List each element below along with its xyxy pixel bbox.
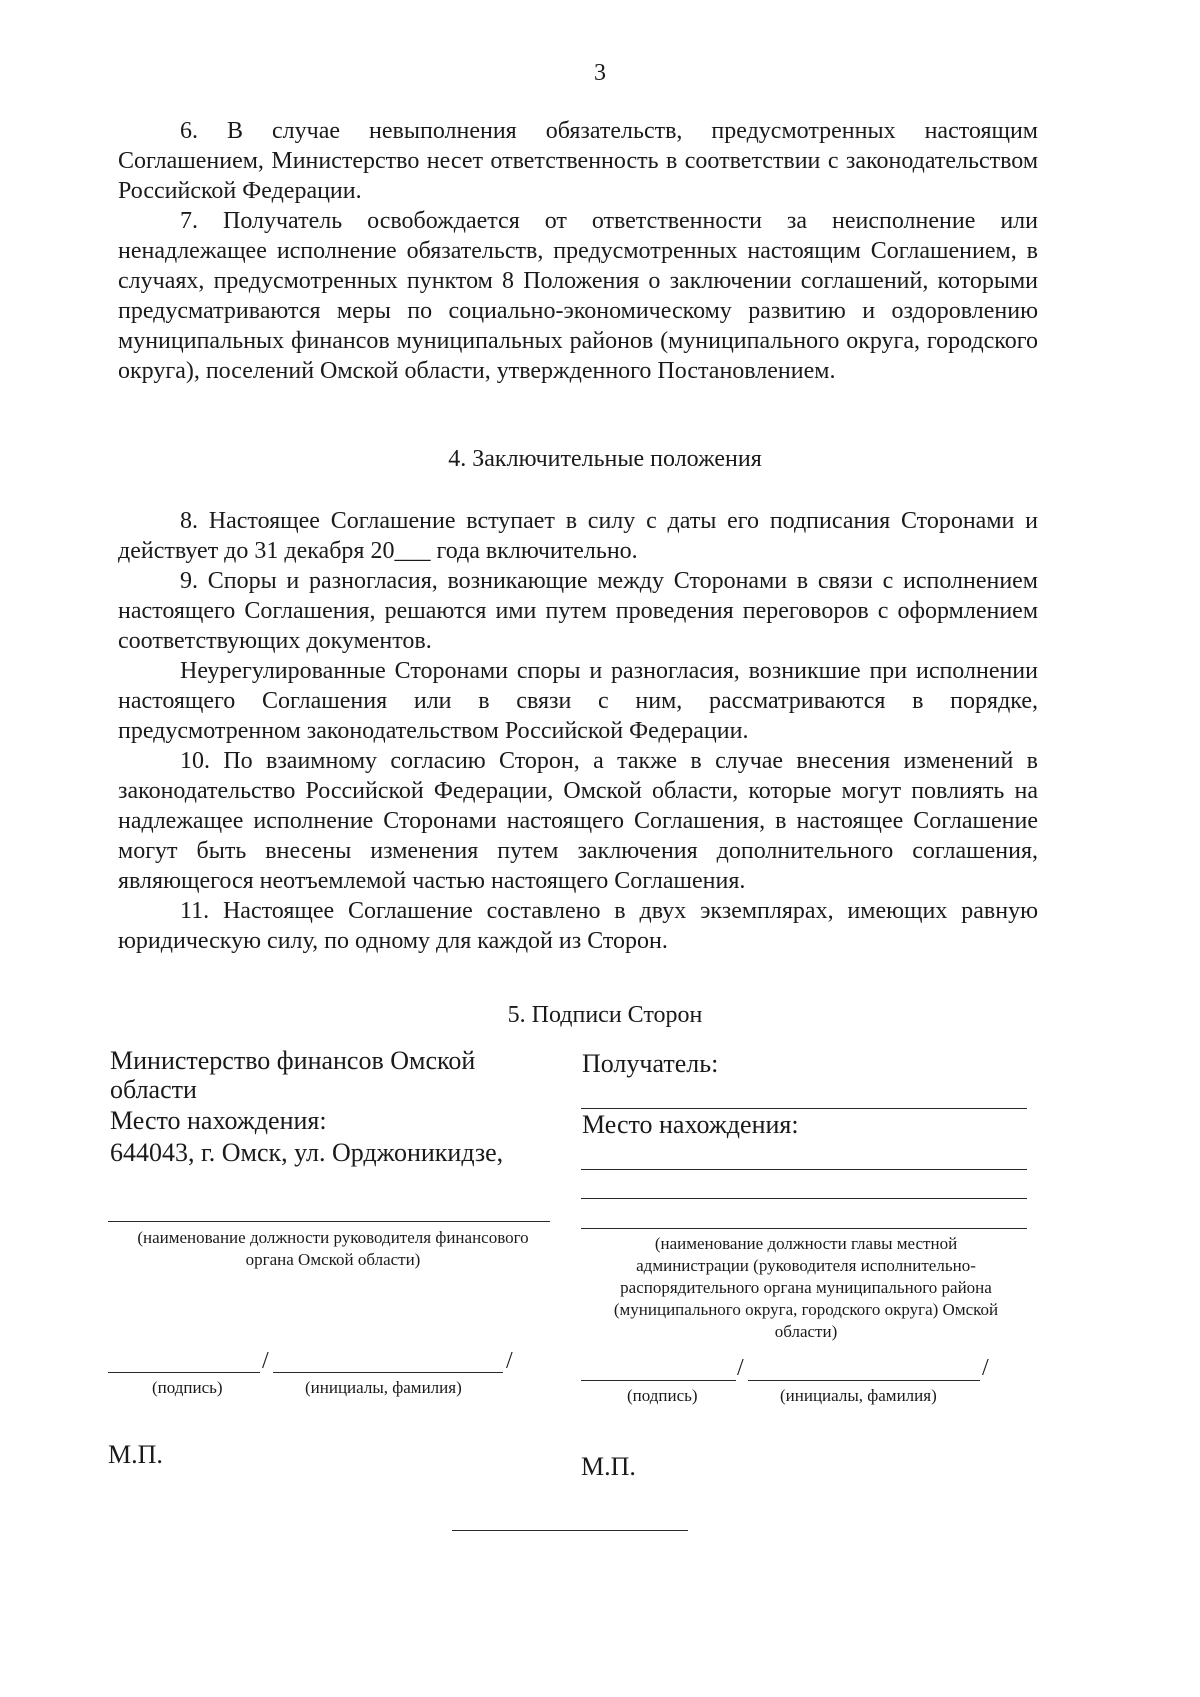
clause-9-continued: Неурегулированные Сторонами споры и разногласия, возникшие при исполнении настоящего Соглашения или в связи с ним, рассматриваются в порядке, предусмотренном законодательством Российской Федерации. bbox=[118, 658, 1038, 744]
ministry-name-line1: Министерство финансов Омской bbox=[110, 1046, 476, 1075]
ministry-location-label: Место нахождения: bbox=[110, 1106, 327, 1135]
ministry-name-line2: области bbox=[110, 1075, 197, 1104]
ministry-position-caption-line2: органа Омской области) bbox=[245, 1250, 421, 1269]
recipient-signature-caption: (подпись) bbox=[627, 1386, 698, 1405]
recipient-position-caption-line5: области) bbox=[774, 1322, 838, 1341]
ministry-position-caption bbox=[108, 1227, 558, 1271]
recipient-initials-slash: / bbox=[982, 1355, 989, 1381]
ministry-signature-slash: / bbox=[262, 1348, 269, 1374]
clause-11: 11. Настоящее Соглашение составлено в двух экземплярах, имеющих равную юридическую силу, по одному для каждой из Сторон. bbox=[118, 898, 1038, 954]
ministry-initials-line bbox=[273, 1372, 503, 1373]
page-number: 3 bbox=[594, 60, 606, 86]
recipient-initials-caption: (инициалы, фамилия) bbox=[780, 1386, 937, 1405]
recipient-position-line bbox=[581, 1228, 1027, 1229]
recipient-label: Получатель: bbox=[582, 1049, 719, 1078]
recipient-signature-slash: / bbox=[737, 1355, 744, 1381]
recipient-address-line-1 bbox=[581, 1169, 1027, 1170]
ministry-seal: М.П. bbox=[108, 1440, 163, 1469]
recipient-position-caption-line1: (наименование должности главы местной bbox=[654, 1234, 958, 1253]
ministry-initials-caption: (инициалы, фамилия) bbox=[305, 1378, 462, 1397]
ministry-signature-line bbox=[108, 1372, 260, 1373]
section-3-clauses bbox=[118, 116, 1038, 386]
recipient-seal: М.П. bbox=[581, 1452, 636, 1481]
recipient-signature-line bbox=[581, 1380, 736, 1381]
ministry-signature-caption: (подпись) bbox=[152, 1378, 223, 1397]
recipient-location-label: Место нахождения: bbox=[582, 1110, 799, 1139]
recipient-position-caption-line3: распорядительного органа муниципального района bbox=[620, 1278, 992, 1297]
recipient-position-caption bbox=[578, 1233, 1034, 1343]
clause-9: 9. Споры и разногласия, возникающие между Сторонами в связи с исполнением настоящего Соглашения, решаются ими путем проведения переговоров с оформлением соответствующих документов. bbox=[118, 568, 1038, 654]
ministry-position-caption-line1: (наименование должности руководителя финансового bbox=[137, 1228, 529, 1247]
section-4-heading: 4. Заключительные положения bbox=[448, 446, 762, 472]
recipient-position-caption-line2: администрации (руководителя исполнительно- bbox=[636, 1256, 976, 1275]
clause-10: 10. По взаимному согласию Сторон, а также в случае внесения изменений в законодательство Российской Федерации, Омской области, которые могут повлиять на надлежащее исполнение Сторонами настоящего Соглашения, в настоящее Соглашение могут быть внесены изменения путем заключения дополнительного соглашения, являющегося неотъемлемой частью настоящего Соглашения. bbox=[118, 748, 1038, 894]
ministry-initials-slash: / bbox=[506, 1348, 513, 1374]
clause-7: 7. Получатель освобождается от ответственности за неисполнение или ненадлежащее исполнение обязательств, предусмотренных настоящим Соглашением, в случаях, предусмотренных пунктом 8 Положения о заключении соглашений, которыми предусматриваются меры по социально-экономическому развитию и оздоровлению муниципальных финансов муниципальных районов (муниципального округа, городского округа), поселений Омской области, утвержденного Постановлением. bbox=[118, 208, 1038, 384]
recipient-initials-line bbox=[748, 1380, 980, 1381]
clause-6: 6. В случае невыполнения обязательств, предусмотренных настоящим Соглашением, Министерство несет ответственность в соответствии с законодательством Российской Федерации. bbox=[118, 118, 1038, 204]
end-of-document-line bbox=[452, 1530, 688, 1531]
section-4-clauses bbox=[118, 506, 1038, 956]
clause-8: 8. Настоящее Соглашение вступает в силу с даты его подписания Сторонами и действует до 31 декабря 20___ года включительно. bbox=[118, 508, 1038, 564]
ministry-address: 644043, г. Омск, ул. Орджоникидзе, bbox=[110, 1138, 504, 1167]
recipient-address-line-2 bbox=[581, 1198, 1027, 1199]
recipient-position-caption-line4: (муниципального округа, городского округа) Омской bbox=[613, 1300, 999, 1319]
ministry-position-line bbox=[108, 1221, 550, 1222]
section-5-heading: 5. Подписи Сторон bbox=[507, 1002, 703, 1028]
